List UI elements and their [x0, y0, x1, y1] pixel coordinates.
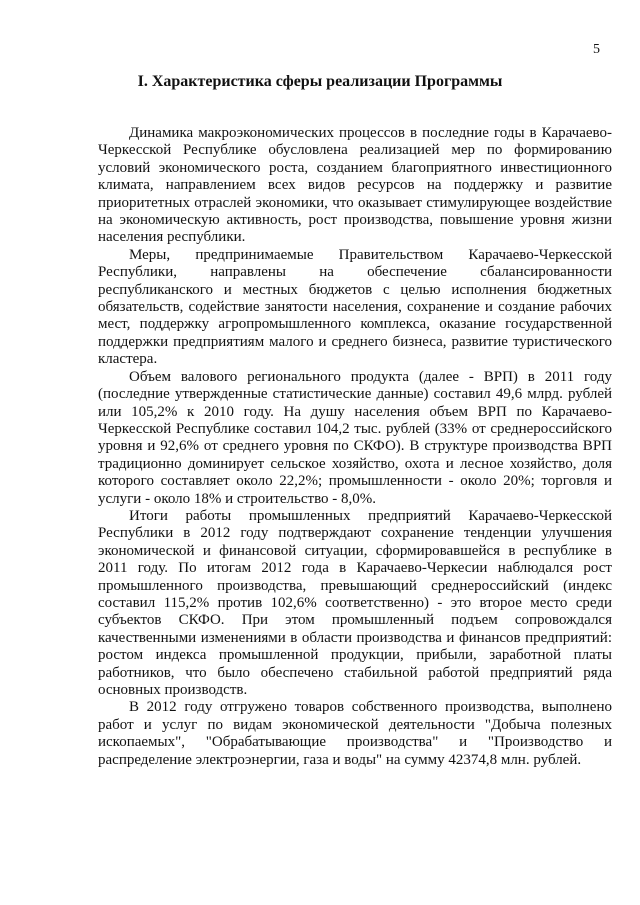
paragraph-5: В 2012 году отгружено товаров собственного производства, выполнено работ и услуг по видам экономической деятельности "Добыча полезных ископаемых", "Обрабатывающие производства" и "Производство и распределение электроэнергии, газа и воды" на сумму 42374,8 млн. рублей. — [98, 699, 612, 768]
paragraph-2: Меры, предпринимаемые Правительством Карачаево-Черкесской Республики, направлены на обеспечение сбалансированности республиканского и местных бюджетов с целью исполнения бюджетных обязательств, содействие занятости населения, сохранение и создание рабочих мест, поддержку агропромышленного комплекса, оказание государственной поддержки предприятиям малого и среднего бизнеса, развитие туристического кластера. — [98, 246, 612, 368]
paragraph-3: Объем валового регионального продукта (далее - ВРП) в 2011 году (последние утвержденные статистические данные) составил 49,6 млрд. рублей или 105,2% к 2010 году. На душу населения объем ВРП по Карачаево-Черкесской Республике составил 104,2 тыс. рублей (33% от среднероссийского уровня и 92,6% от среднего уровня по СКФО). В структуре производства ВРП традиционно доминирует сельское хозяйство, охота и лесное хозяйство, доля которого составляет около 22,2%; промышленности - около 20%; торговля и услуги - около 18% и строительство - 8,0%. — [98, 368, 612, 507]
page-number: 5 — [593, 42, 600, 57]
body-text — [98, 125, 612, 769]
paragraph-1: Динамика макроэкономических процессов в последние годы в Карачаево-Черкесской Республике обусловлена реализацией мер по формированию условий экономического роста, созданием благоприятного инвестиционного климата, направлением всех видов ресурсов на поддержку и развитие приоритетных отраслей экономики, что оказывает стимулирующее воздействие на экономическую активность, рост производства, повышение уровня жизни населения республики. — [98, 125, 612, 246]
section-title: I. Характеристика сферы реализации Программы — [137, 73, 503, 90]
paragraph-4: Итоги работы промышленных предприятий Карачаево-Черкесской Республики в 2012 году подтверждают сохранение тенденции улучшения экономической и финансовой ситуации, сформировавшейся в республике в 2011 году. По итогам 2012 года в Карачаево-Черкесии наблюдался рост промышленного производства, превышающий среднероссийский (индекс составил 115,2% против 102,6% соответственно) - это второе место среди субъектов СКФО. При этом промышленный подъем сопровождался качественными изменениями в области производства и финансов предприятий: ростом индекса промышленной продукции, прибыли, заработной платы работников, что было обеспечено стабильной работой предприятий ряда основных производств. — [98, 507, 612, 698]
